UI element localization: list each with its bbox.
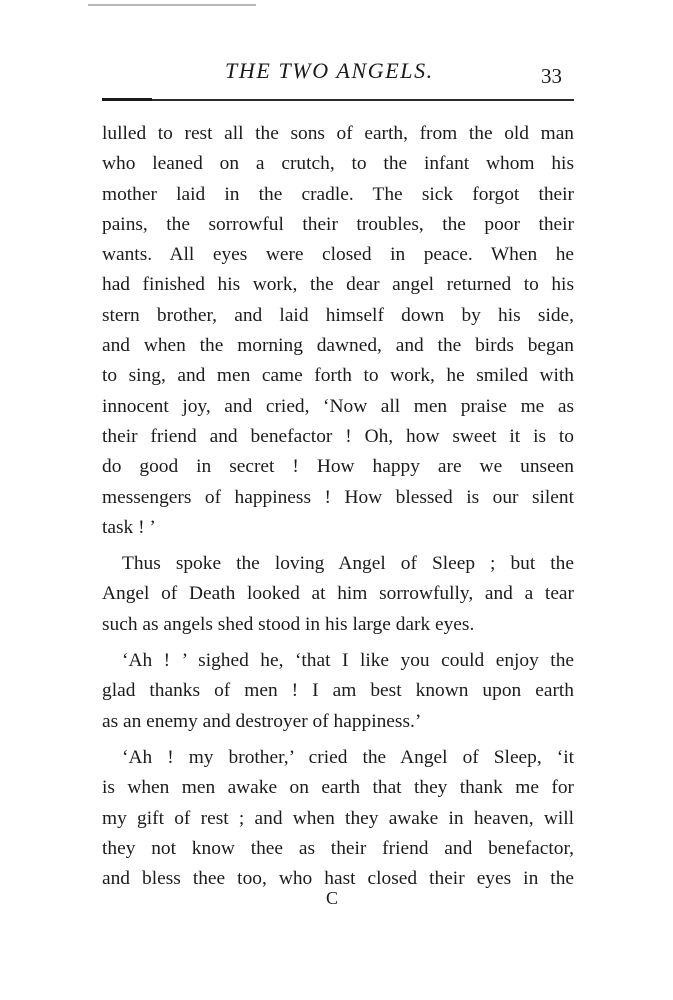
text-line: to sing, and men came forth to work, he smiled with	[102, 365, 574, 387]
text-line: wants. All eyes were closed in peace. When he	[102, 244, 574, 266]
text-line: Angel of Death looked at him sorrowfully, and a tear	[102, 583, 574, 605]
top-edge-rule	[88, 4, 256, 6]
header-rule-accent	[102, 98, 152, 101]
text-line: is when men awake on earth that they thank me for	[102, 777, 574, 799]
text-line: pains, the sorrowful their troubles, the poor their	[102, 213, 574, 235]
page-number: 33	[541, 64, 562, 88]
text-line: glad thanks of men ! I am best known upon earth	[102, 680, 574, 702]
text-line: their friend and benefactor ! Oh, how sweet it is to	[102, 425, 574, 447]
text-line: lulled to rest all the sons of earth, from the old man	[102, 123, 574, 144]
text-line: mother laid in the cradle. The sick forgot their	[102, 183, 574, 205]
text-line: they not know thee as their friend and benefactor,	[102, 837, 574, 859]
text-line: my gift of rest ; and when they awake in heaven, will	[102, 807, 574, 829]
text-line: who leaned on a crutch, to the infant whom his	[102, 153, 574, 175]
text-line: had finished his work, the dear angel returned to his	[102, 274, 574, 296]
signature-mark: C	[326, 888, 339, 908]
text-line: Thus spoke the loving Angel of Sleep ; but the	[122, 553, 574, 575]
header-rule	[102, 99, 574, 101]
text-line: ‘Ah ! my brother,’ cried the Angel of Sleep, ‘it	[122, 746, 574, 768]
text-line: do good in secret ! How happy are we unseen	[102, 456, 574, 478]
running-head: THE TWO ANGELS.	[225, 58, 434, 83]
text-line: and bless thee too, who hast closed their eyes in the	[102, 868, 574, 890]
text-line: and when the morning dawned, and the birds began	[102, 335, 574, 357]
text-line: messengers of happiness ! How blessed is our silent	[102, 486, 574, 508]
text-line: as an enemy and destroyer of happiness.’	[102, 710, 422, 732]
text-line: task ! ’	[102, 516, 156, 538]
text-line: innocent joy, and cried, ‘Now all men praise me as	[102, 395, 574, 417]
text-line: stern brother, and laid himself down by his side,	[102, 304, 574, 326]
text-line: ‘Ah ! ’ sighed he, ‘that I like you could enjoy the	[122, 650, 574, 672]
text-line: such as angels shed stood in his large dark eyes.	[102, 613, 475, 635]
body-text	[102, 119, 574, 894]
